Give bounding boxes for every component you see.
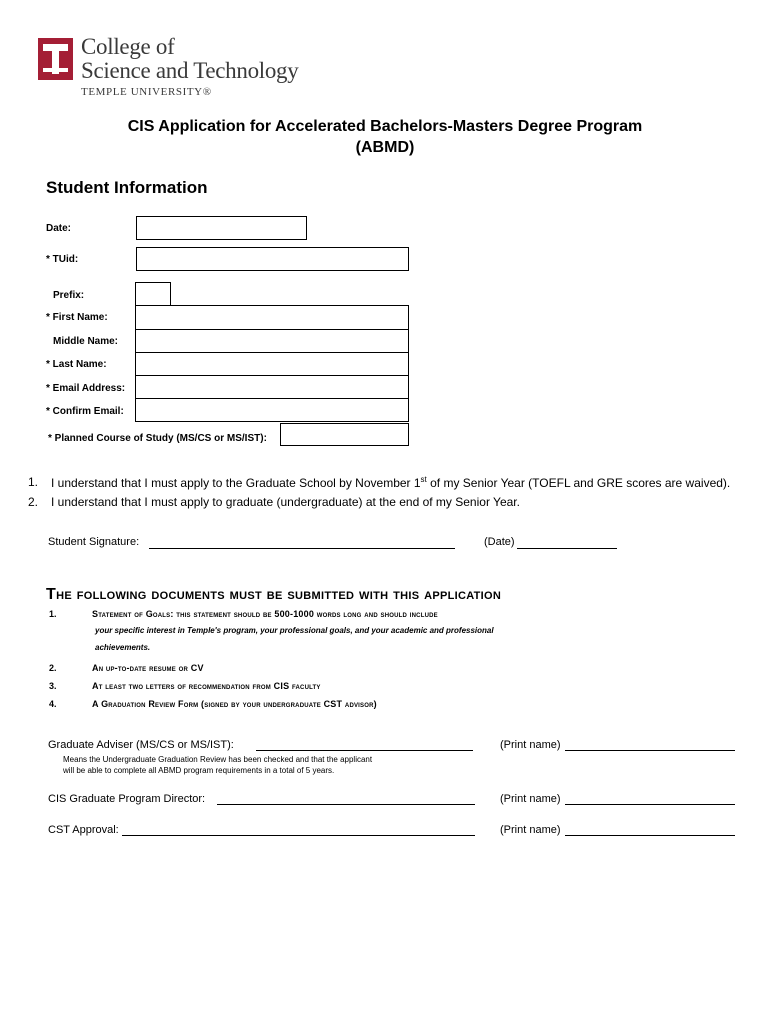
cst-print-name-label: (Print name) [500, 824, 561, 836]
doc-2-number: 2. [49, 663, 57, 673]
doc-1-text: Statement of Goals: this statement should be 500-1000 words long and should include [92, 609, 438, 619]
program-director-signature-line[interactable] [217, 804, 475, 805]
email-label: * Email Address: [46, 383, 126, 394]
adviser-note-line-2: will be able to complete all ABMD program requirements in a total of 5 years. [63, 766, 335, 775]
cst-print-name-line[interactable] [565, 835, 735, 836]
documents-heading: The following documents must be submitted with this application [46, 586, 502, 603]
form-title-line-2: (ABMD) [355, 139, 415, 156]
logo-line-3: TEMPLE UNIVERSITY® [81, 86, 212, 98]
graduate-adviser-signature-line[interactable] [256, 750, 473, 751]
first-name-label: * First Name: [46, 312, 108, 323]
statement-2-number: 2. [28, 495, 39, 509]
doc-1-subtext-2: achievements. [95, 643, 151, 652]
doc-3-text: At least two letters of recommendation from CIS faculty [92, 681, 321, 691]
tuid-label: * TUid: [46, 254, 79, 265]
graduate-adviser-label: Graduate Adviser (MS/CS or MS/IST): [48, 739, 234, 751]
confirm-email-field[interactable] [135, 398, 409, 422]
signature-date-line[interactable] [517, 548, 617, 549]
doc-4-text: A Graduation Review Form (signed by your undergraduate CST advisor) [92, 699, 377, 709]
logo-line-1: College of [81, 34, 175, 59]
confirm-email-label: * Confirm Email: [46, 406, 124, 417]
director-print-name-line[interactable] [565, 804, 735, 805]
prefix-field[interactable] [135, 282, 171, 306]
middle-name-label: Middle Name: [53, 336, 119, 347]
date-field[interactable] [136, 216, 307, 240]
course-of-study-field[interactable] [280, 423, 409, 446]
statement-1 [51, 475, 730, 490]
adviser-print-name-line[interactable] [565, 750, 735, 751]
prefix-label: Prefix: [53, 290, 85, 301]
statement-1-number: 1. [28, 475, 39, 489]
student-signature-label: Student Signature: [48, 536, 140, 548]
last-name-field[interactable] [135, 352, 409, 376]
middle-name-field[interactable] [135, 329, 409, 353]
program-director-label: CIS Graduate Program Director: [48, 793, 206, 805]
temple-t-logo-icon [38, 38, 73, 80]
statement-1-sup: st [420, 475, 427, 484]
tuid-field[interactable] [136, 247, 409, 271]
doc-3-number: 3. [49, 681, 57, 691]
first-name-field[interactable] [135, 305, 409, 330]
logo-line-2: Science and Technology [81, 58, 299, 83]
director-print-name-label: (Print name) [500, 793, 561, 805]
doc-2-text: An up-to-date resume or CV [92, 663, 204, 673]
adviser-print-name-label: (Print name) [500, 739, 561, 751]
cst-approval-signature-line[interactable] [122, 835, 475, 836]
form-title-line-1: CIS Application for Accelerated Bachelors-Masters Degree Program [127, 118, 643, 135]
statement-1-text-a: I understand that I must apply to the Graduate School by November 1 [51, 476, 421, 490]
doc-1-number: 1. [49, 609, 57, 619]
signature-date-label: (Date) [484, 536, 515, 548]
cst-approval-label: CST Approval: [48, 824, 119, 836]
email-field[interactable] [135, 375, 409, 399]
student-info-heading: Student Information [46, 178, 208, 197]
college-logo-text [81, 35, 298, 99]
doc-1-subtext-1: your specific interest in Temple's program, your professional goals, and your academic and professional [95, 626, 494, 635]
last-name-label: * Last Name: [46, 359, 107, 370]
statement-2: I understand that I must apply to graduate (undergraduate) at the end of my Senior Year. [51, 495, 520, 509]
doc-4-number: 4. [49, 699, 57, 709]
date-label: Date: [46, 223, 72, 234]
statement-1-text-b: of my Senior Year (TOEFL and GRE scores are waived). [426, 476, 731, 490]
student-signature-line[interactable] [149, 548, 455, 549]
adviser-note-line-1: Means the Undergraduate Graduation Review has been checked and that the applicant [63, 755, 373, 764]
course-label: * Planned Course of Study (MS/CS or MS/IST): [48, 433, 267, 444]
